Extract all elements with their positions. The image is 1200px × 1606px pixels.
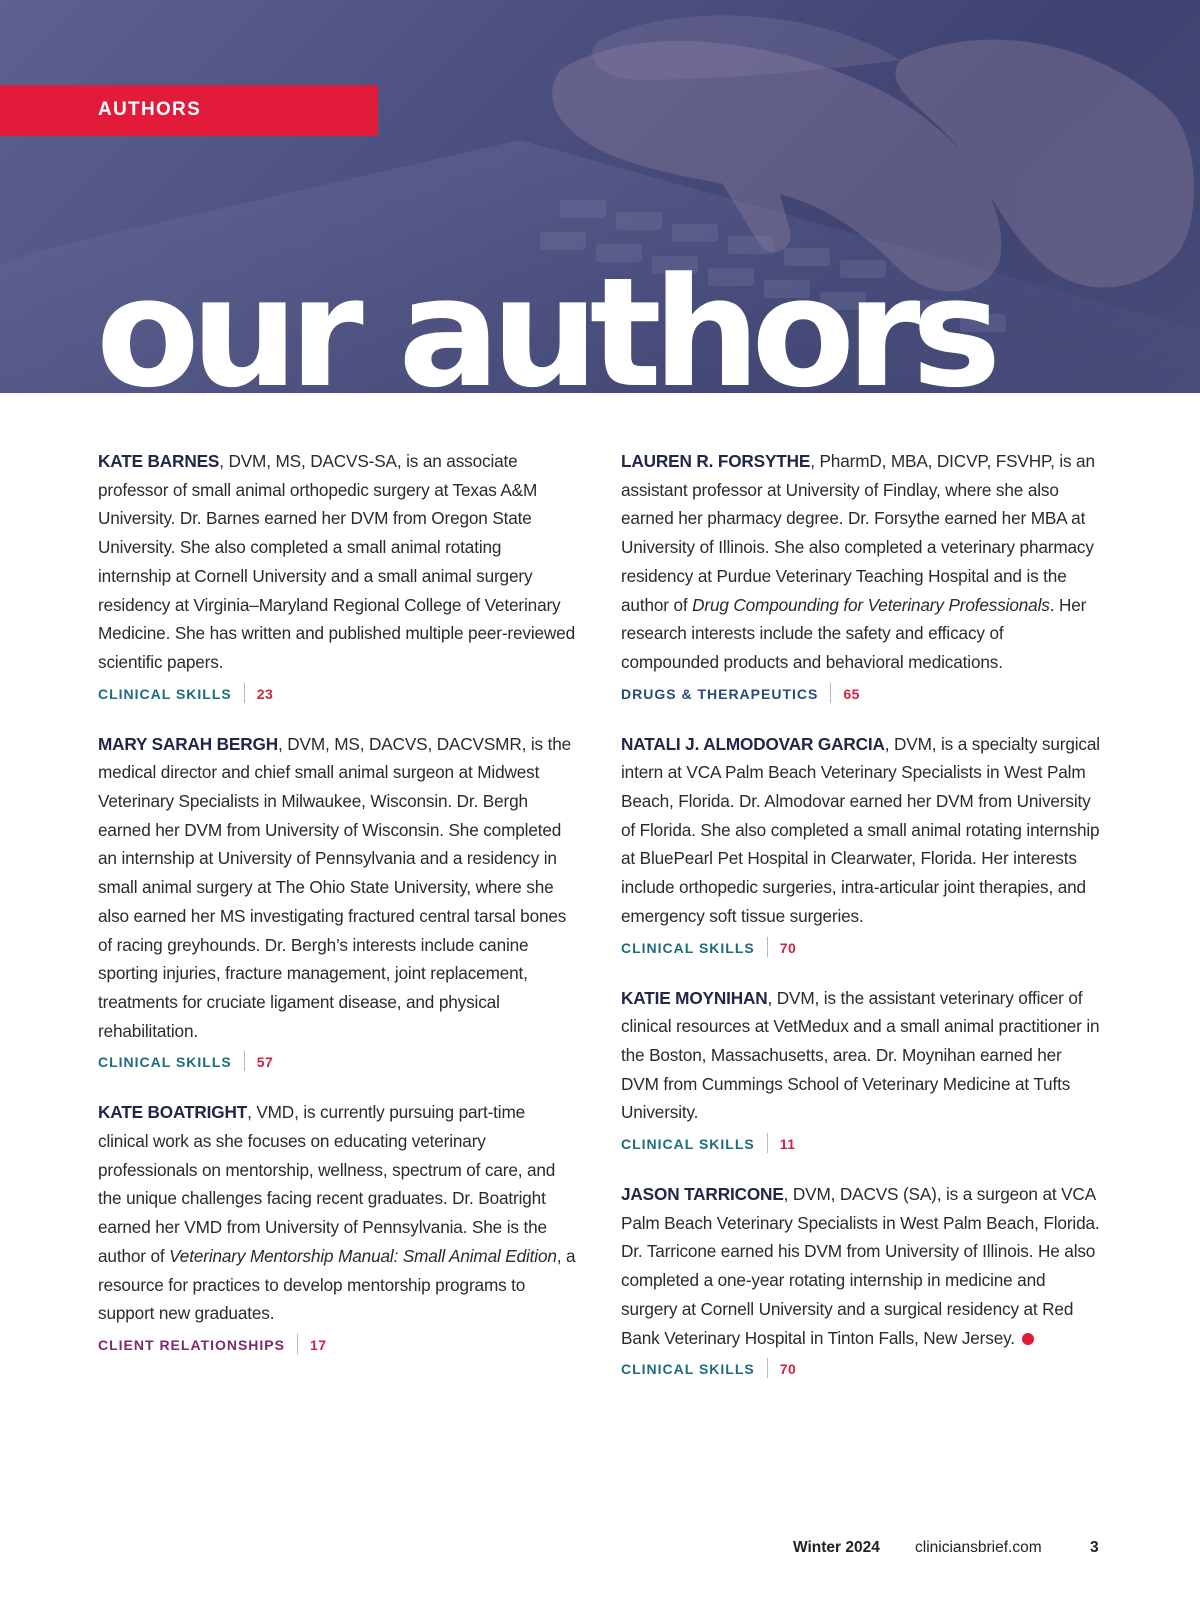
article-page-number[interactable]: 70 [779, 1361, 797, 1378]
section-label-tab [0, 85, 378, 136]
author-entry [621, 447, 1103, 703]
author-bio: , DVM, DACVS (SA), is a surgeon at VCA Palm Beach Veterinary Specialists in West Palm Beach, Florida. Dr. Tarricone earned his DVM from University of Illinois. He also completed a one-year rotating internship in medicine and surgery at Cornell University and a surgical residency at Red Bank Veterinary Hospital in Tinton Falls, New Jersey. [621, 1184, 1100, 1348]
article-category-link[interactable]: CLIENT RELATIONSHIPS [98, 1336, 285, 1353]
author-bio: , VMD, is currently pursuing part-time clinical work as she focuses on educating veterinary professionals on mentorship, wellness, spectrum of care, and the unique challenges facing recent graduates. Dr. Boatright earned her VMD from University of Pennsylvania. She is the author of [98, 1102, 556, 1266]
author-bio: , DVM, MS, DACVS, DACVSMR, is the medical director and chief small animal surgeon at Midwest Veterinary Specialists in Milwaukee, Wisconsin. Dr. Bergh earned her DVM from University of Wisconsin. She completed an internship at University of Pennsylvania and a residency in small animal surgery at The Ohio State University, where she also earned her MS investigating fractured central tarsal bones of racing greyhounds. Dr. Bergh’s interests include canine sporting injuries, fracture management, joint replacement, treatments for cruciate ligament disease, and physical rehabilitation. [98, 733, 572, 1041]
divider [244, 683, 245, 703]
section-label: AUTHORS [98, 99, 202, 120]
author-name: JASON TARRICONE [621, 1184, 784, 1205]
author-entry [98, 730, 578, 1072]
divider [767, 1358, 768, 1378]
article-category-link[interactable]: CLINICAL SKILLS [621, 1361, 755, 1378]
author-entry [98, 1098, 578, 1354]
article-category-link[interactable]: CLINICAL SKILLS [621, 1136, 755, 1153]
divider [767, 937, 768, 957]
article-category-link[interactable]: CLINICAL SKILLS [621, 939, 755, 956]
article-page-number[interactable]: 23 [256, 685, 274, 702]
hero-banner [0, 0, 1200, 393]
article-page-number[interactable]: 65 [843, 685, 860, 702]
end-of-article-dot-icon [1022, 1333, 1034, 1345]
footer-page-number: 3 [1090, 1539, 1099, 1556]
article-reference [621, 1358, 1103, 1378]
divider [830, 683, 831, 703]
book-title: Veterinary Mentorship Manual: Small Animal Edition [169, 1245, 557, 1266]
divider [244, 1051, 245, 1071]
article-reference [621, 1133, 1103, 1153]
article-reference [98, 1051, 578, 1071]
article-reference [98, 1334, 578, 1354]
article-page-number[interactable]: 57 [256, 1054, 274, 1071]
author-name: LAUREN R. FORSYTHE [621, 451, 811, 471]
author-bio: , DVM, MS, DACVS-SA, is an associate professor of small animal orthopedic surgery at Texas A&M University. Dr. Barnes earned her DVM from Oregon State University. She also completed a small animal rotating internship at Cornell University and a small animal surgery residency at Virginia–Maryland Regional College of Veterinary Medicine. She has written and published multiple peer-reviewed scientific papers. [98, 451, 575, 672]
author-name: KATE BARNES [98, 451, 220, 471]
article-page-number[interactable]: 11 [779, 1136, 796, 1153]
article-category-link[interactable]: CLINICAL SKILLS [98, 685, 232, 702]
author-entry [98, 447, 578, 703]
author-name: KATIE MOYNIHAN [621, 987, 768, 1008]
article-reference [621, 683, 1103, 703]
page-title: our authors [96, 245, 993, 393]
authors-column-left [98, 447, 578, 1381]
article-page-number[interactable]: 17 [309, 1336, 327, 1353]
author-bio-continued: , a resource for practices to develop mentorship programs to support new graduates. [98, 1245, 576, 1324]
author-name: NATALI J. ALMODOVAR GARCIA [621, 733, 885, 754]
article-page-number[interactable]: 70 [779, 939, 797, 956]
author-name: KATE BOATRIGHT [98, 1102, 248, 1123]
footer-issue: Winter 2024 [793, 1539, 880, 1556]
author-entry [621, 730, 1103, 957]
author-bio-continued: . Her research interests include the safety and efficacy of compounded products and behavioral medications. [621, 594, 1087, 672]
author-bio: , PharmD, MBA, DICVP, FSVHP, is an assistant professor at University of Findlay, where she also earned her pharmacy degree. Dr. Forsythe earned her MBA at University of Illinois. She also completed a veterinary pharmacy residency at Purdue Veterinary Teaching Hospital and is the author of [621, 451, 1095, 615]
article-category-link[interactable]: CLINICAL SKILLS [98, 1054, 232, 1071]
author-name: MARY SARAH BERGH [98, 733, 278, 754]
article-reference [98, 683, 578, 703]
article-category-link[interactable]: DRUGS & THERAPEUTICS [621, 685, 819, 702]
article-reference [621, 937, 1103, 957]
author-entry [621, 1180, 1103, 1378]
divider [767, 1133, 768, 1153]
divider [297, 1334, 298, 1354]
authors-column-right [621, 447, 1103, 1405]
author-entry [621, 984, 1103, 1154]
author-bio: , DVM, is a specialty surgical intern at VCA Palm Beach Veterinary Specialists in West Palm Beach, Florida. Dr. Almodovar earned her DVM from University of Florida. She also completed a small animal rotating internship at BluePearl Pet Hospital in Clearwater, Florida. Her interests include orthopedic surgeries, intra-articular joint therapies, and emergency soft tissue surgeries. [621, 733, 1100, 926]
book-title: Drug Compounding for Veterinary Professionals [692, 594, 1050, 615]
author-bio: , DVM, is the assistant veterinary officer of clinical resources at VetMedux and a small animal practitioner in the Boston, Massachusetts, area. Dr. Moynihan earned her DVM from Cummings School of Veterinary Medicine at Tufts University. [621, 987, 1100, 1123]
footer-website-link[interactable]: cliniciansbrief.com [915, 1539, 1042, 1556]
